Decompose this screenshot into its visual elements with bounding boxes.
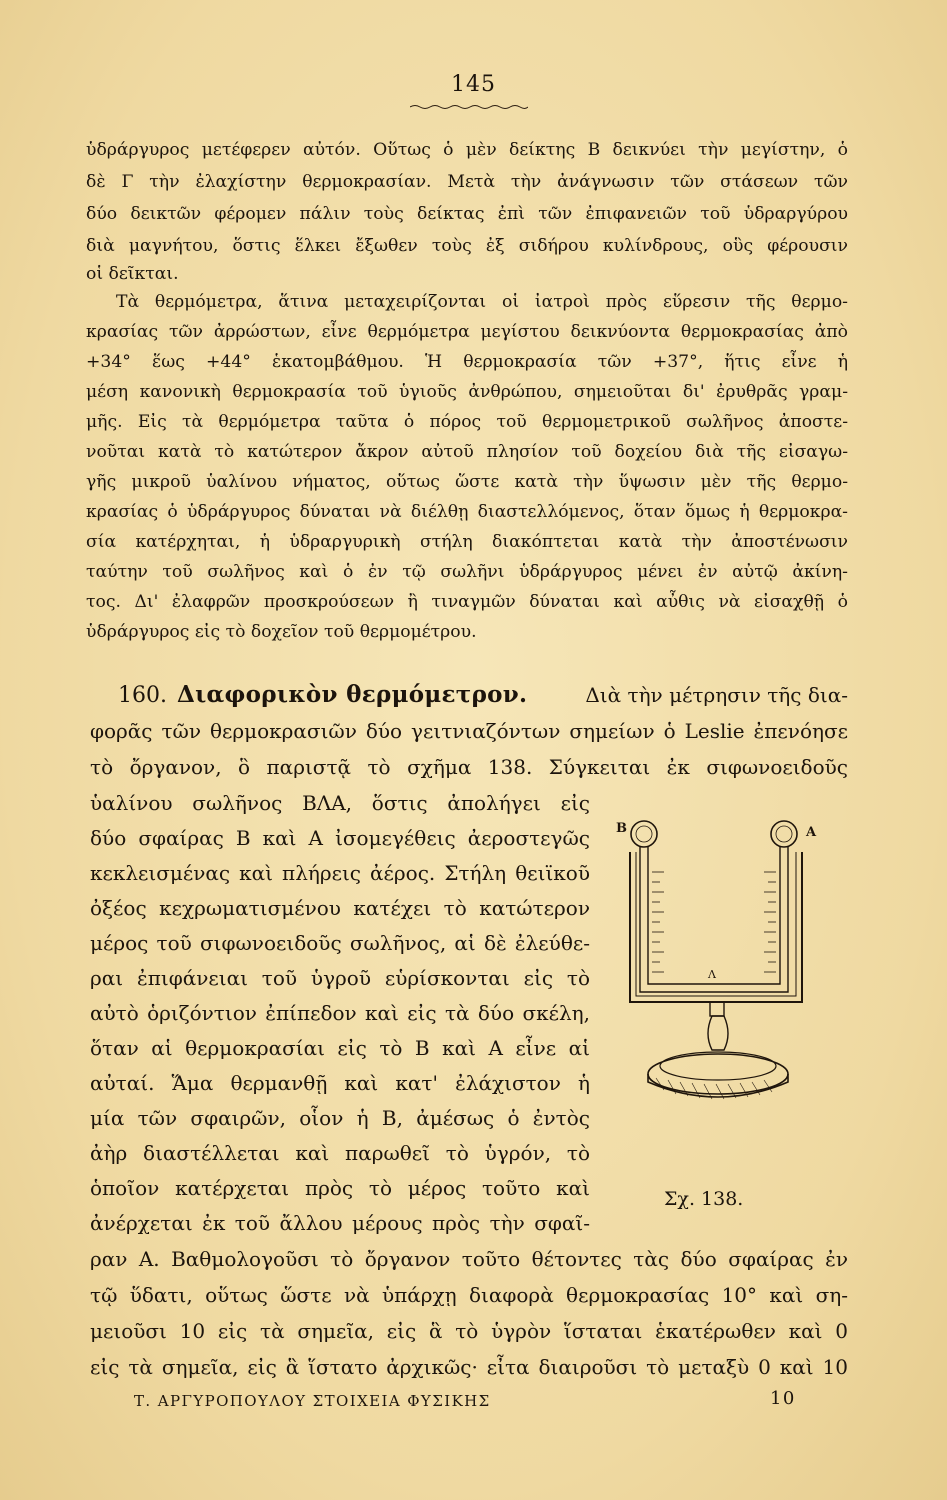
text-line: κρασίας τῶν ἀρρώστων, εἶνε θερμόμετρα μεγίστου δεικνύοντα θερμοκρασίας ἀπὸ bbox=[86, 322, 848, 342]
text-line: ραι ἐπιφάνειαι τοῦ ὑγροῦ εὑρίσκονται εἰς τὸ bbox=[90, 966, 590, 990]
text-line: ταύτην τοῦ σωλῆνος καὶ ὁ ἐν τῷ σωλῆνι ὑδράργυρος μένει ἐν αὐτῷ ἀκίνη- bbox=[86, 562, 848, 582]
text-line: Διὰ τὴν μέτρησιν τῆς δια- bbox=[585, 683, 848, 707]
text-line: οἱ δεῖκται. bbox=[86, 264, 179, 284]
text-line: Τὰ θερμόμετρα, ἅτινα μεταχειρίζονται οἱ ἰατροὶ πρὸς εὕρεσιν τῆς θερμο- bbox=[116, 292, 848, 312]
text-line: τὸ ὄργανον, ὃ παριστᾷ τὸ σχῆμα 138. Σύγκειται ἐκ σιφωνοειδοῦς bbox=[90, 755, 848, 779]
footer-book-title: Τ. ΑΡΓΥΡΟΠΟΥΛΟΥ ΣΤΟΙΧΕΙΑ ΦΥΣΙΚΗΣ bbox=[134, 1392, 491, 1410]
text-line: ραν Α. Βαθμολογοῦσι τὸ ὄργανον τοῦτο θέτοντες τὰς δύο σφαίρας ἐν bbox=[90, 1247, 848, 1271]
text-line: εἰς τὰ σημεῖα, εἰς ἃ ἵστατο ἀρχικῶς· εἶτα διαιροῦσι τὸ μεταξὺ 0 καὶ 10 bbox=[90, 1355, 848, 1379]
text-line: νοῦται κατὰ τὸ κατώτερον ἄκρον αὐτοῦ πλησίον τοῦ δοχείου διὰ τῆς εἰσαγω- bbox=[86, 442, 848, 462]
text-line: ὑδράργυρος μετέφερεν αὐτόν. Οὕτως ὁ μὲν δείκτης Β δεικνύει τὴν μεγίστην, ὁ bbox=[86, 140, 848, 160]
text-line: κεκλεισμένας καὶ πλήρεις ἀέρος. Στήλη θειϊκοῦ bbox=[90, 861, 590, 885]
text-line: διὰ μαγνήτου, ὅστις ἕλκει ἔξωθεν τοὺς ἐξ σιδήρου κυλίνδρους, οὓς φέρουσιν bbox=[86, 236, 848, 256]
section-title: Διαφορικὸν θερμόμετρον. bbox=[176, 681, 528, 708]
scale-left bbox=[652, 872, 664, 972]
text-line: ὅταν αἱ θερμοκρασίαι εἰς τὸ Β καὶ Α εἶνε αἱ bbox=[90, 1036, 590, 1060]
text-line: μία τῶν σφαιρῶν, οἷον ἡ Β, ἀμέσως ὁ ἐντὸς bbox=[90, 1106, 590, 1130]
text-line: ὀξέος κεχρωματισμένου κατέχει τὸ κατώτερον bbox=[90, 896, 590, 920]
section-heading-line bbox=[118, 678, 848, 713]
text-line: μέση κανονικὴ θερμοκρασία τοῦ ὑγιοῦς ἀνθρώπου, σημειοῦται δι' ἐρυθρᾶς γραμ- bbox=[86, 382, 848, 402]
page-number-ornament bbox=[410, 104, 528, 110]
page-number: 145 bbox=[451, 72, 496, 97]
text-line: σία κατέρχηται, ἡ ὑδραργυρικὴ στήλη διακόπτεται κατὰ τὴν ἀποστένωσιν bbox=[86, 532, 848, 552]
text-line: φορᾶς τῶν θερμοκρασιῶν δύο γειτνιαζόντων σημείων ὁ Leslie ἐπενόησε bbox=[90, 719, 848, 743]
text-line: ἀὴρ διαστέλλεται καὶ παρωθεῖ τὸ ὑγρόν, τὸ bbox=[90, 1141, 590, 1165]
text-line: δύο σφαίρας Β καὶ Α ἰσομεγέθεις ἀεροστεγῶς bbox=[90, 826, 590, 850]
text-line: μειοῦσι 10 εἰς τὰ σημεῖα, εἰς ἃ τὸ ὑγρὸν ἵσταται ἑκατέρωθεν καὶ 0 bbox=[90, 1319, 848, 1343]
text-line: δὲ Γ τὴν ἐλαχίστην θερμοκρασίαν. Μετὰ τὴν ἀνάγνωσιν τῶν στάσεων τῶν bbox=[86, 172, 848, 192]
bulb-b bbox=[631, 821, 657, 847]
differential-thermometer-figure bbox=[612, 812, 844, 1112]
bulb-a bbox=[771, 821, 797, 847]
footer-signature-number: 10 bbox=[770, 1388, 796, 1409]
figure-caption: Σχ. 138. bbox=[664, 1188, 744, 1210]
text-line: ὑδράργυρος εἰς τὸ δοχεῖον τοῦ θερμομέτρου. bbox=[86, 622, 477, 642]
text-line: κρασίας ὁ ὑδράργυρος δύναται νὰ διέλθῃ διαστελλόμενος, ὅταν ὅμως ἡ θερμοκρα- bbox=[86, 502, 848, 522]
figure-label-lambda: Λ bbox=[708, 968, 716, 981]
text-line: τος. Δι' ἐλαφρῶν προσκρούσεων ἢ τιναγμῶν δύναται καὶ αὖθις νὰ εἰσαχθῇ ὁ bbox=[86, 592, 848, 612]
figure-label-a: A bbox=[806, 825, 817, 840]
text-line: ἀνέρχεται ἐκ τοῦ ἄλλου μέρους πρὸς τὴν σφαῖ- bbox=[90, 1211, 590, 1235]
text-line: τῷ ὕδατι, οὕτως ὥστε νὰ ὑπάρχῃ διαφορὰ θερμοκρασίας 10° καὶ ση- bbox=[90, 1283, 848, 1307]
text-line: μέρος τοῦ σιφωνοειδοῦς σωλῆνος, αἱ δὲ ἐλεύθε- bbox=[90, 931, 590, 955]
text-line: ὑαλίνου σωλῆνος ΒΛΑ, ὅστις ἀπολήγει εἰς bbox=[90, 791, 590, 815]
text-line: μῆς. Εἰς τὰ θερμόμετρα ταῦτα ὁ πόρος τοῦ θερμομετρικοῦ σωλῆνος ἀποστε- bbox=[86, 412, 848, 432]
text-line: αὐτὸ ὁριζόντιον ἐπίπεδον καὶ εἰς τὰ δύο σκέλη, bbox=[90, 1001, 590, 1025]
figure-label-b: B bbox=[616, 821, 627, 836]
text-line: αὐταί. Ἅμα θερμανθῇ καὶ κατ' ἐλάχιστον ἡ bbox=[90, 1071, 590, 1095]
section-number: 160. bbox=[118, 683, 167, 708]
text-line: +34° ἕως +44° ἑκατομβάθμου. Ἡ θερμοκρασία τῶν +37°, ἥτις εἶνε ἡ bbox=[86, 352, 848, 372]
text-line: γῆς μικροῦ ὑαλίνου νήματος, οὕτως ὥστε κατὰ τὴν ὕψωσιν μὲν τῆς θερμο- bbox=[86, 472, 848, 492]
text-line: ὁποῖον κατέρχεται πρὸς τὸ μέρος τοῦτο καὶ bbox=[90, 1176, 590, 1200]
text-line: δύο δεικτῶν φέρομεν πάλιν τοὺς δείκτας ἐπὶ τῶν ἐπιφανειῶν τοῦ ὑδραργύρου bbox=[86, 204, 848, 224]
scale-right bbox=[764, 872, 776, 972]
